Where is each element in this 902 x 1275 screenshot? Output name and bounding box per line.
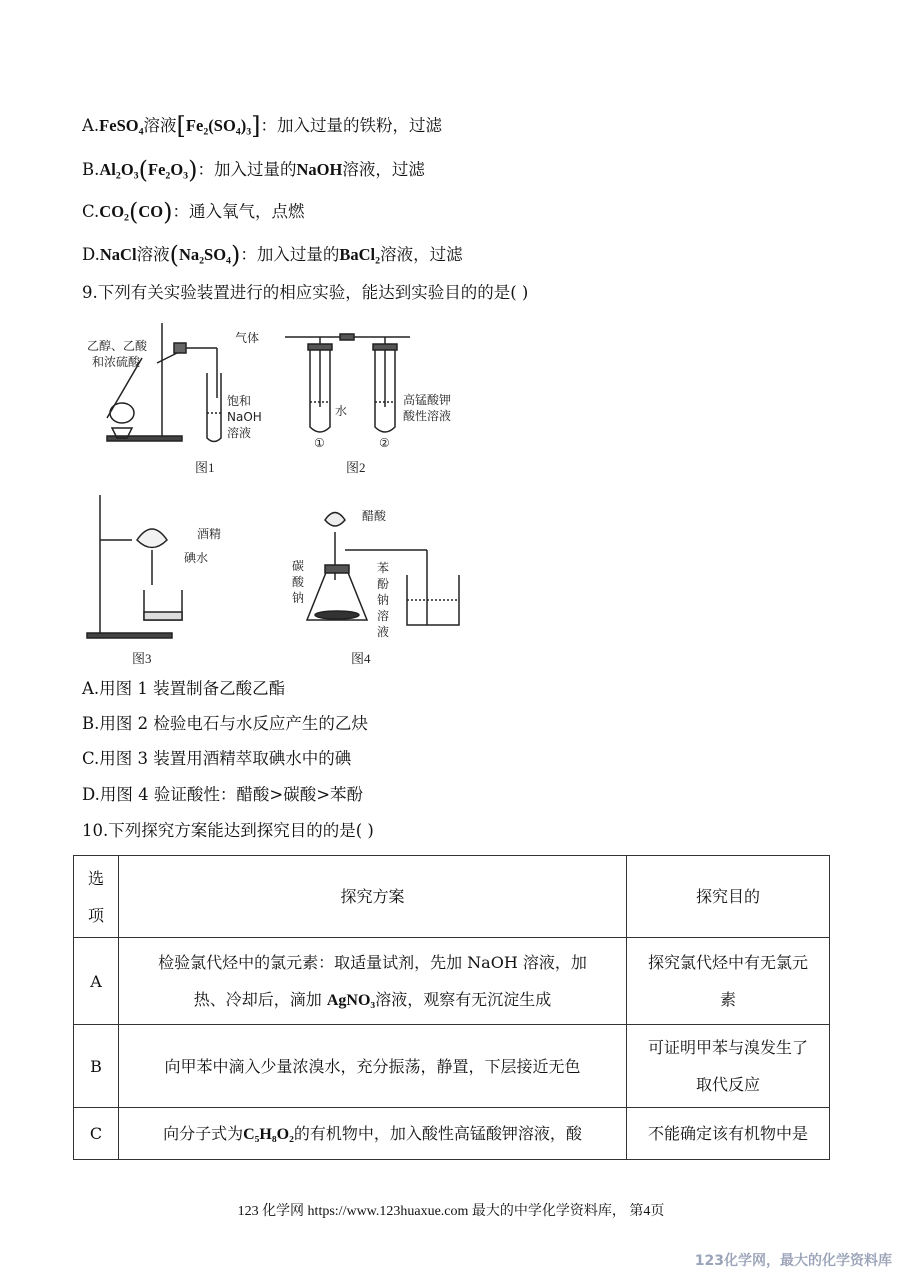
fig2-label-gas: 气体 xyxy=(235,331,260,345)
paren-open: ( xyxy=(138,156,148,184)
q8-option-a xyxy=(82,112,443,140)
plan-text: 向分子式为 xyxy=(163,1123,244,1143)
figure-2-apparatus xyxy=(235,322,475,452)
row-b-purpose xyxy=(627,1025,830,1108)
reagent-formula: BaCl₂ xyxy=(339,245,381,264)
fig3-caption: 图3 xyxy=(132,651,152,666)
row-a-plan-line2 xyxy=(129,981,616,1019)
fig4-label-phenolate-4: 溶 xyxy=(377,609,390,623)
q8-option-d xyxy=(82,241,463,269)
row-a-option: A xyxy=(74,938,119,1025)
plan-text: 溶液，观察有无沉淀生成 xyxy=(375,989,552,1009)
bracket-close: ] xyxy=(251,112,261,140)
table-row xyxy=(74,938,830,1025)
option-text: 溶液，过滤 xyxy=(342,160,425,179)
chem-formula: FeSO₄ xyxy=(99,116,144,135)
row-a-purpose xyxy=(627,938,830,1025)
reagent-formula: NaOH xyxy=(296,160,343,179)
q10-table xyxy=(73,855,830,1160)
fig4-label-carbonate-3: 钠 xyxy=(292,591,305,605)
q9-stem: 9.下列有关实验装置进行的相应实验，能达到实验目的的是( ) xyxy=(82,283,529,302)
q9-option-a: A.用图 1 装置制备乙酸乙酯 xyxy=(82,679,286,698)
impurity-formula: CO xyxy=(138,202,164,221)
option-text: ：加入过量的 xyxy=(240,245,340,264)
fig2-caption: 图2 xyxy=(346,460,366,475)
chem-formula: AgNO₃ xyxy=(326,991,376,1009)
header-option-line1: 选 xyxy=(87,868,104,888)
option-text: ：通入氧气，点燃 xyxy=(172,202,305,221)
option-text: ：加入过量的铁粉，过滤 xyxy=(260,116,443,135)
chem-formula: NaCl xyxy=(99,245,137,264)
chem-formula: Al₂O₃ xyxy=(99,160,139,179)
fig2-label-kmno4-2: 酸性溶液 xyxy=(403,409,452,423)
paren-open: ( xyxy=(129,198,139,226)
q9-option-d: D.用图 4 验证酸性：醋酸>碳酸>苯酚 xyxy=(82,785,364,804)
paren-close: ) xyxy=(163,198,173,226)
option-text: 溶液 xyxy=(136,245,170,264)
table-row xyxy=(74,1025,830,1108)
fig1-label-naoh2: NaOH xyxy=(227,410,262,424)
option-prefix: D. xyxy=(82,245,100,264)
row-c-plan xyxy=(119,1108,627,1160)
impurity-formula: Fe₂(SO₄)₃ xyxy=(185,116,252,135)
fig4-caption: 图4 xyxy=(351,651,371,666)
fig1-label-naoh1: 饱和 xyxy=(227,394,252,408)
option-text: ：加入过量的 xyxy=(197,160,297,179)
header-plan: 探究方案 xyxy=(119,856,627,938)
paren-close: ) xyxy=(231,241,241,269)
fig1-caption: 图1 xyxy=(195,460,215,475)
q10-stem: 10.下列探究方案能达到探究目的的是( ) xyxy=(82,821,374,840)
fig2-label-1: ① xyxy=(314,436,325,450)
purpose-line2: 素 xyxy=(719,990,736,1009)
option-prefix: C. xyxy=(82,202,100,221)
option-prefix: B. xyxy=(82,160,100,179)
fig4-label-phenolate-2: 酚 xyxy=(377,577,390,591)
fig4-label-carbonate-1: 碳 xyxy=(292,559,305,573)
q8-option-b xyxy=(82,156,425,184)
plan-text: 热、冷却后，滴加 xyxy=(193,989,327,1009)
option-text: 溶液 xyxy=(143,116,177,135)
fig4-label-phenolate-5: 液 xyxy=(377,625,390,639)
row-a-plan xyxy=(119,938,627,1025)
q9-option-c: C.用图 3 装置用酒精萃取碘水中的碘 xyxy=(82,749,352,768)
fig3-label-iodine-water: 碘水 xyxy=(184,551,209,565)
header-option xyxy=(74,856,119,938)
purpose-line1: 探究氯代烃中有无氯元 xyxy=(647,953,808,972)
q8-option-c xyxy=(82,198,305,226)
table-header-row xyxy=(74,856,830,938)
plan-text: 的有机物中，加入酸性高锰酸钾溶液，酸 xyxy=(293,1123,582,1143)
row-b-plan: 向甲苯中滴入少量浓溴水，充分振荡，静置，下层接近无色 xyxy=(119,1025,627,1108)
option-prefix: A. xyxy=(82,116,100,135)
fig4-label-carbonate-2: 酸 xyxy=(292,575,305,589)
impurity-formula: Fe₂O₃ xyxy=(147,160,189,179)
fig4-label-acetic: 醋酸 xyxy=(362,509,387,523)
impurity-formula: Na₂SO₄ xyxy=(178,245,232,264)
fig4-label-phenolate-3: 钠 xyxy=(377,593,390,607)
fig1-label-reagents1: 乙醇、乙酸 xyxy=(87,339,148,353)
table-row xyxy=(74,1108,830,1160)
option-text: 溶液，过滤 xyxy=(380,245,463,264)
paren-close: ) xyxy=(188,156,198,184)
page-footer: 123 化学网 https://www.123huaxue.com 最大的中学化学资料库， 第4页 xyxy=(237,1204,665,1219)
watermark: 123化学网，最大的化学资料库 xyxy=(694,1253,892,1269)
header-purpose: 探究目的 xyxy=(627,856,830,938)
row-a-plan-line1: 检验氯代烃中的氯元素：取适量试剂，先加 NaOH 溶液，加 xyxy=(158,952,587,972)
row-b-option: B xyxy=(74,1025,119,1108)
chem-formula: CO₂ xyxy=(99,202,129,221)
bracket-open: [ xyxy=(176,112,186,140)
fig1-label-reagents2: 和浓硫酸 xyxy=(92,355,141,369)
figure-4-apparatus xyxy=(287,500,467,645)
paren-open: ( xyxy=(169,241,179,269)
header-option-line2: 项 xyxy=(87,905,104,925)
q9-option-b: B.用图 2 检验电石与水反应产生的乙炔 xyxy=(82,714,368,733)
row-c-purpose: 不能确定该有机物中是 xyxy=(627,1108,830,1160)
row-c-option: C xyxy=(74,1108,119,1160)
purpose-line2: 取代反应 xyxy=(695,1075,760,1094)
fig2-label-water: 水 xyxy=(335,404,348,418)
chem-formula: C₅H₈O₂ xyxy=(243,1125,294,1143)
figure-3-apparatus xyxy=(82,490,262,645)
fig2-label-2: ② xyxy=(379,436,390,450)
purpose-line1: 可证明甲苯与溴发生了 xyxy=(647,1038,808,1057)
fig4-label-phenolate-1: 苯 xyxy=(377,561,390,575)
fig2-label-kmno4-1: 高锰酸钾 xyxy=(403,393,452,407)
fig1-label-naoh3: 溶液 xyxy=(227,426,252,440)
fig3-label-alcohol: 酒精 xyxy=(197,527,222,541)
